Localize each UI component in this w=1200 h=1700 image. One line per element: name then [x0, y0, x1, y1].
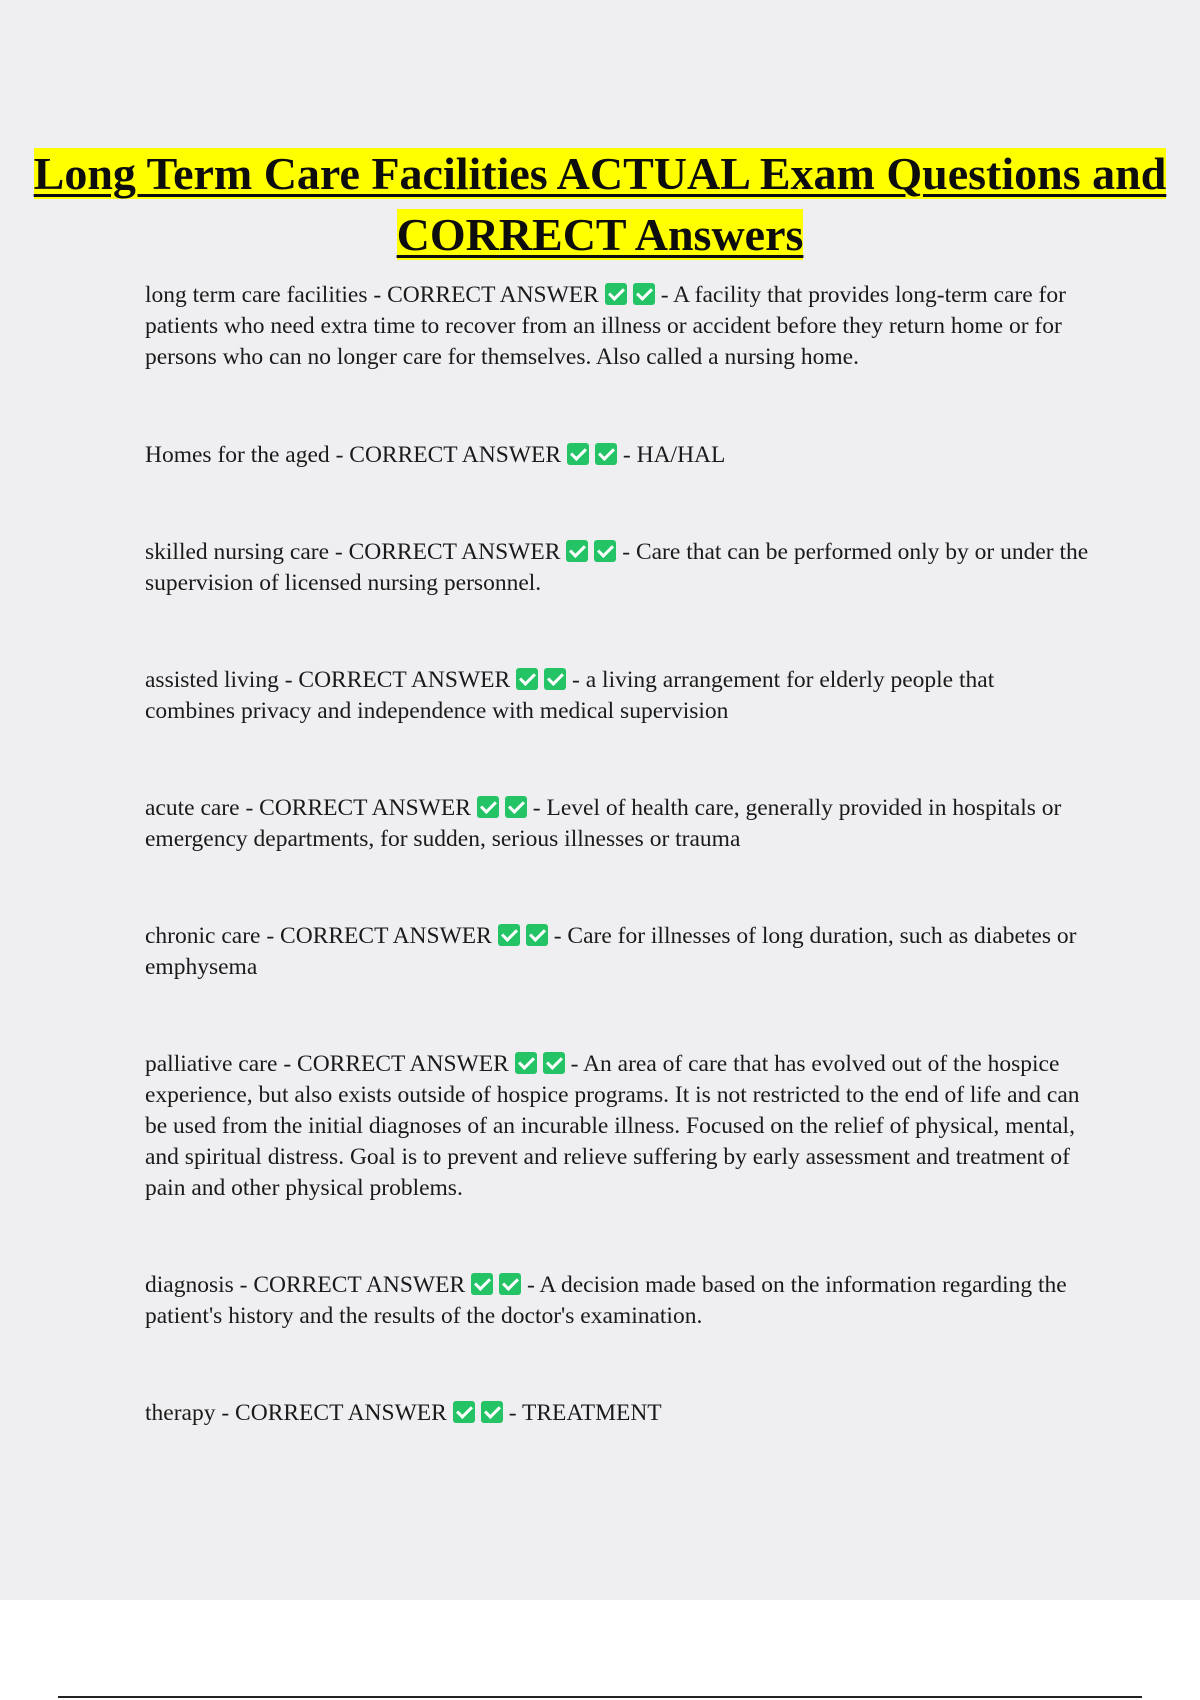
check-mark-icon	[453, 1401, 475, 1423]
check-mark-icon	[605, 283, 627, 305]
entry: palliative care - CORRECT ANSWER - An area of care that has evolved out of the hospice experience, but also exists outside of hospice programs. It is not restricted to the end of life and can be used from the initial diagnoses of an incurable illness. Focused on the relief of physical, mental, and spiritual distress. Goal is to prevent and relieve suffering by early assessment and treatment of pain and other physical problems.	[145, 1051, 1080, 1201]
answer-label: CORRECT ANSWER	[235, 1400, 447, 1426]
check-mark-icon	[543, 1052, 565, 1074]
entry-term: palliative care	[145, 1051, 278, 1077]
answer-label: CORRECT ANSWER	[349, 442, 562, 468]
check-mark-icon	[499, 1273, 521, 1295]
check-mark-icon	[481, 1401, 503, 1423]
document-title: Long Term Care Facilities ACTUAL Exam Questions and CORRECT Answers	[33, 148, 1167, 260]
check-mark-icon	[566, 540, 588, 562]
check-mark-icon	[515, 1052, 537, 1074]
entry-definition: Care for illnesses of long duration, such as diabetes or emphysema	[145, 923, 1077, 980]
title-block	[0, 143, 1200, 265]
entry: assisted living - CORRECT ANSWER - a living arrangement for elderly people that combines privacy and independence with medical supervision	[145, 667, 995, 724]
entry-definition: An area of care that has evolved out of the hospice experience, but also exists outside of hospice programs. It is not restricted to the end of life and can be used from the initial diagnoses of an incurable illness. Focused on the relief of physical, mental, and spiritual distress. Goal is to prevent and relieve suffering by early assessment and treatment of pain and other physical problems.	[145, 1051, 1080, 1201]
check-mark-icon	[471, 1273, 493, 1295]
answer-label: CORRECT ANSWER	[387, 282, 599, 308]
entry-definition: A decision made based on the information regarding the patient's history and the results of the doctor's examination.	[145, 1272, 1067, 1329]
entry: therapy - CORRECT ANSWER - TREATMENT	[145, 1400, 662, 1426]
check-mark-icon	[516, 668, 538, 690]
entry: Homes for the aged - CORRECT ANSWER - HA/HAL	[145, 442, 726, 468]
entry: acute care - CORRECT ANSWER - Level of health care, generally provided in hospitals or emergency departments, for sudden, serious illnesses or trauma	[145, 795, 1062, 852]
answer-label: CORRECT ANSWER	[348, 539, 561, 565]
entry-term: acute care	[145, 795, 240, 821]
check-mark-icon	[633, 283, 655, 305]
entry-term: long term care facilities	[145, 282, 368, 308]
answer-label: CORRECT ANSWER	[297, 1051, 509, 1077]
entry: long term care facilities - CORRECT ANSWER - A facility that provides long-term care for patients who need extra time to recover from an illness or accident before they return home or for persons who can no longer care for themselves. Also called a nursing home.	[145, 282, 1066, 370]
entry-definition: HA/HAL	[636, 442, 726, 468]
entry-list	[145, 280, 1090, 1429]
check-mark-icon	[498, 924, 520, 946]
answer-label: CORRECT ANSWER	[298, 667, 511, 693]
entry-definition: a living arrangement for elderly people that combines privacy and independence with medical supervision	[145, 667, 995, 724]
entry: skilled nursing care - CORRECT ANSWER - Care that can be performed only by or under the supervision of licensed nursing personnel.	[145, 539, 1089, 596]
answer-label: CORRECT ANSWER	[280, 923, 492, 949]
check-mark-icon	[526, 924, 548, 946]
answer-label: CORRECT ANSWER	[259, 795, 471, 821]
footer-divider	[58, 1696, 1142, 1698]
entry-term: chronic care	[145, 923, 261, 949]
entry-term: assisted living	[145, 667, 279, 693]
check-mark-icon	[594, 540, 616, 562]
entry-term: diagnosis	[145, 1272, 234, 1298]
entry: chronic care - CORRECT ANSWER - Care for illnesses of long duration, such as diabetes or emphysema	[145, 923, 1077, 980]
entry-definition: TREATMENT	[521, 1400, 662, 1426]
entry-term: Homes for the aged	[145, 442, 330, 468]
entry-term: therapy	[145, 1400, 216, 1426]
check-mark-icon	[505, 796, 527, 818]
entry-definition: Care that can be performed only by or under the supervision of licensed nursing personnel.	[145, 539, 1089, 596]
entry: diagnosis - CORRECT ANSWER - A decision made based on the information regarding the patient's history and the results of the doctor's examination.	[145, 1272, 1067, 1329]
check-mark-icon	[567, 443, 589, 465]
check-mark-icon	[477, 796, 499, 818]
entry-definition: A facility that provides long-term care for patients who need extra time to recover from an illness or accident before they return home or for persons who can no longer care for themselves. Also called a nursing home.	[145, 282, 1066, 370]
entry-term: skilled nursing care	[145, 539, 330, 565]
check-mark-icon	[544, 668, 566, 690]
answer-label: CORRECT ANSWER	[253, 1272, 466, 1298]
check-mark-icon	[595, 443, 617, 465]
entry-definition: Level of health care, generally provided in hospitals or emergency departments, for sudden, serious illnesses or trauma	[145, 795, 1062, 852]
